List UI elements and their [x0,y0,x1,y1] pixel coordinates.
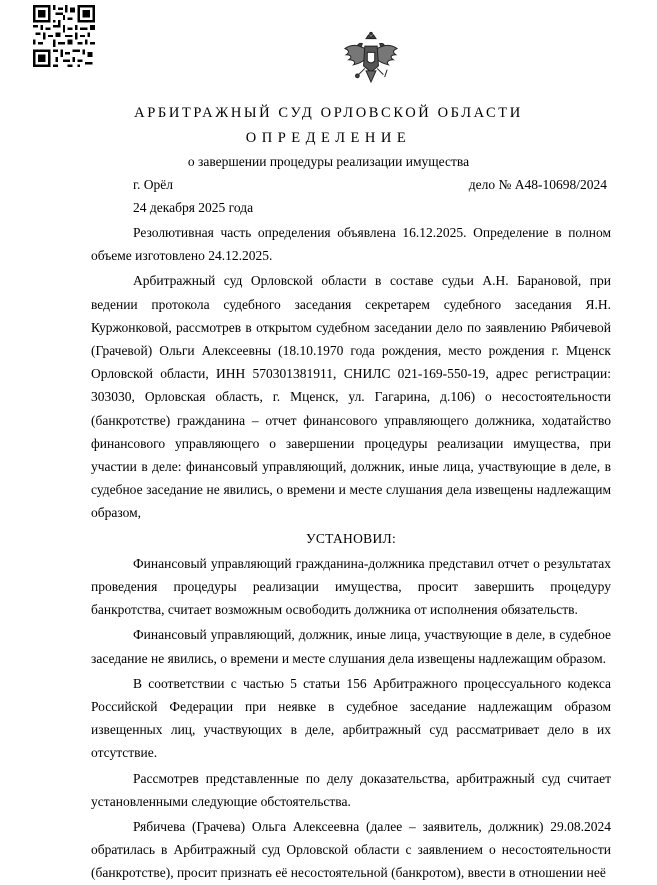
paragraph-applicant: Рябичева (Грачева) Ольга Алексеевна (далее – заявитель, должник) 29.08.2024 обратилась в Арбитражный суд Орловской области с заявлением о несостоятельности (банкротстве), просит признать её несостоятельной (банкротом), ввести в отношении неё [91,819,611,881]
case-number: дело № А48-10698/2024 [468,177,607,192]
document-date: 24 декабря 2025 года [133,200,254,215]
document-subject: о завершении процедуры реализации имущества [187,154,470,169]
paragraph-absence: Финансовый управляющий, должник, иные лица, участвующие в деле, в судебное заседание не явились, о времени и месте слушания дела извещены надлежащим образом. [91,627,611,666]
paragraph-report: Финансовый управляющий гражданина-должника представил отчет о результатах проведения процедуры реализации имущества, просит завершить процедуру банкротства, считает возможным освободить должника от исполнения обязательств. [91,555,611,618]
document-body [91,221,611,885]
document-type: ОПРЕДЕЛЕНИЕ [245,130,412,146]
section-heading: УСТАНОВИЛ: [305,530,397,546]
paragraph-apk-reference: В соответствии с частью 5 статьи 156 Арбитражного процессуального кодекса Российской Федерации при неявке в судебное заседание надлежащим образом извещенных лиц, участвующих в деле, арбитражный суд рассматривает дело в их отсутствие. [91,675,611,761]
paragraph-court-composition: Арбитражный суд Орловской области в составе судьи А.Н. Барановой, при ведении протокола судебного заседания секретарем судебного заседания Я.Н. Куржонковой, рассмотрев в открытом судебном заседании дело по заявлению Рябичевой (Грачевой) Ольги Алексеевны (18.10.1970 года рождения, место рождения г. Мценск Орловской области, ИНН 570301381911, СНИЛС 021-169-550-19, адрес регистрации: 303030, Орловская область, г. Мценск, ул. Гагарина, д.106) о несостоятельности (банкротстве) гражданина – отчет финансового управляющего должника, ходатайство финансового управляющего о завершении процедуры реализации имущества, при участии в деле: финансовый управляющий, должник, иные лица, участвующие в деле, в судебное заседание не явились, о времени и месте слушания дела извещены надлежащим образом, [91,273,611,521]
qr-code-icon [33,5,95,67]
paragraph-operative-part: Резолютивная часть определения объявлена 16.12.2025. Определение в полном объеме изготовлено 24.12.2025. [91,225,611,264]
city: г. Орёл [133,177,173,192]
russian-coat-of-arms-icon [340,30,402,92]
court-name: АРБИТРАЖНЫЙ СУД ОРЛОВСКОЙ ОБЛАСТИ [134,105,523,121]
paragraph-evidence: Рассмотрев представленные по делу доказательства, арбитражный суд считает установленными следующие обстоятельства. [91,770,611,809]
